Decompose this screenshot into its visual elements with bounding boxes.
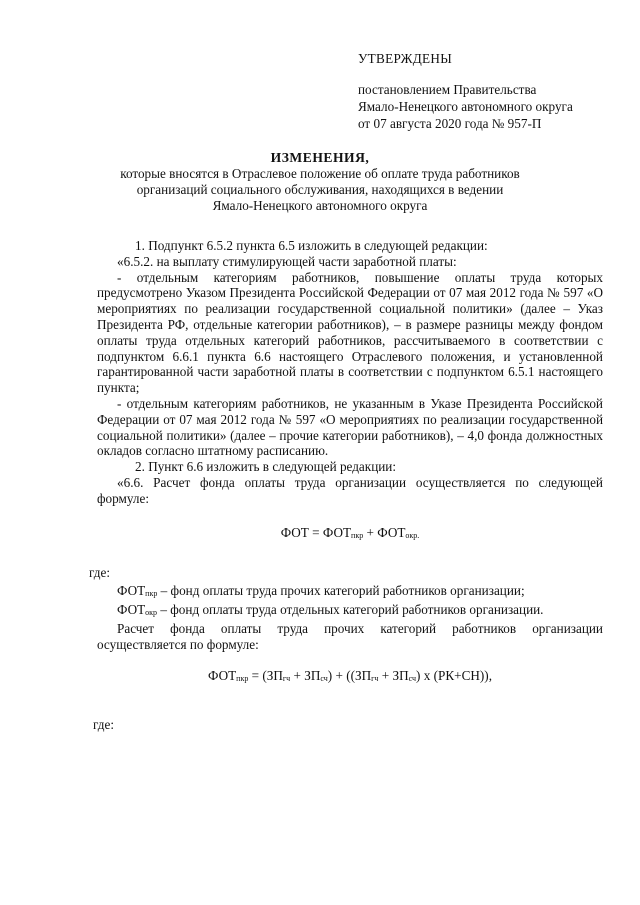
subtitle-line: организаций социального обслуживания, находящихся в ведении (136, 182, 504, 197)
subtitle-line: которые вносятся в Отраслевое положение об оплате труда работников (120, 166, 520, 181)
paragraph: Расчет фонда оплаты труда прочих категорий работников организации осуществляется по формуле: (97, 620, 603, 652)
paragraph: «6.6. Расчет фонда оплаты труда организации осуществляется по следующей формуле: (97, 474, 603, 506)
formula-total: ФОТ = $ФОТ_{пкр} + ФОТ_{окр.}$ (280, 524, 420, 540)
paragraph: - отдельным категориям работников, повышение оплаты труда которых предусмотрено Указом Президента Российской Федерации от 07 мая 2012 года № 597 «О мероприятиях по реализации государственной социальной политики» (далее – Указ Президента РФ, отдельные категории работников), – в размере разницы между фондом оплаты труда отдельных категорий работников, рассчитываемого в соответствии с подпунктом 6.6.1 пункта 6.6 настоящего Отраслевого положения, и установленной гарантированной части заработной платы в соответствии с подпунктом 6.5.1 настоящего пункта; (97, 269, 603, 396)
approval-block (358, 50, 573, 132)
paragraph: 1. Подпункт 6.5.2 пункта 6.5 изложить в следующей редакции: (135, 238, 488, 253)
document-body (89, 238, 603, 733)
where-label: где: (93, 717, 114, 733)
document-subtitle (100, 166, 540, 214)
definition: $ФОТ_{пкр}$ – фонд оплаты труда прочих категорий работников организации; (117, 583, 525, 599)
approval-line: Ямало-Ненецкого автономного округа (358, 99, 573, 114)
subtitle-line: Ямало-Ненецкого автономного округа (212, 198, 428, 213)
approval-line: от 07 августа 2020 года № 957-П (358, 116, 542, 131)
definition: $ФОТ_{окр}$ – фонд оплаты труда отдельных категорий работников организации. (117, 601, 544, 617)
approval-line: постановлением Правительства (358, 82, 537, 97)
paragraph: 2. Пункт 6.6 изложить в следующей редакции: (135, 459, 397, 475)
document-title: ИЗМЕНЕНИЯ, (270, 150, 370, 165)
paragraph: «6.5.2. на выплату стимулирующей части заработной платы: (117, 253, 457, 269)
approval-heading: УТВЕРЖДЕНЫ (358, 51, 453, 66)
formula-other: $ФОТ_{пкр} = (ЗП_{гч} + ЗП_{сч}) + ((ЗП_{гч} + ЗП_{сч})$ х (РК+СН)), (207, 668, 492, 684)
paragraph: - отдельным категориям работников, не указанным в Указе Президента Российской Федерации от 07 мая 2012 года № 597 «О мероприятиях по реализации государственной социальной политики» (далее – прочие категории работников), – 4,0 фонда должностных окладов согласно штатному расписанию. (97, 395, 603, 459)
where-label: где: (89, 565, 110, 581)
